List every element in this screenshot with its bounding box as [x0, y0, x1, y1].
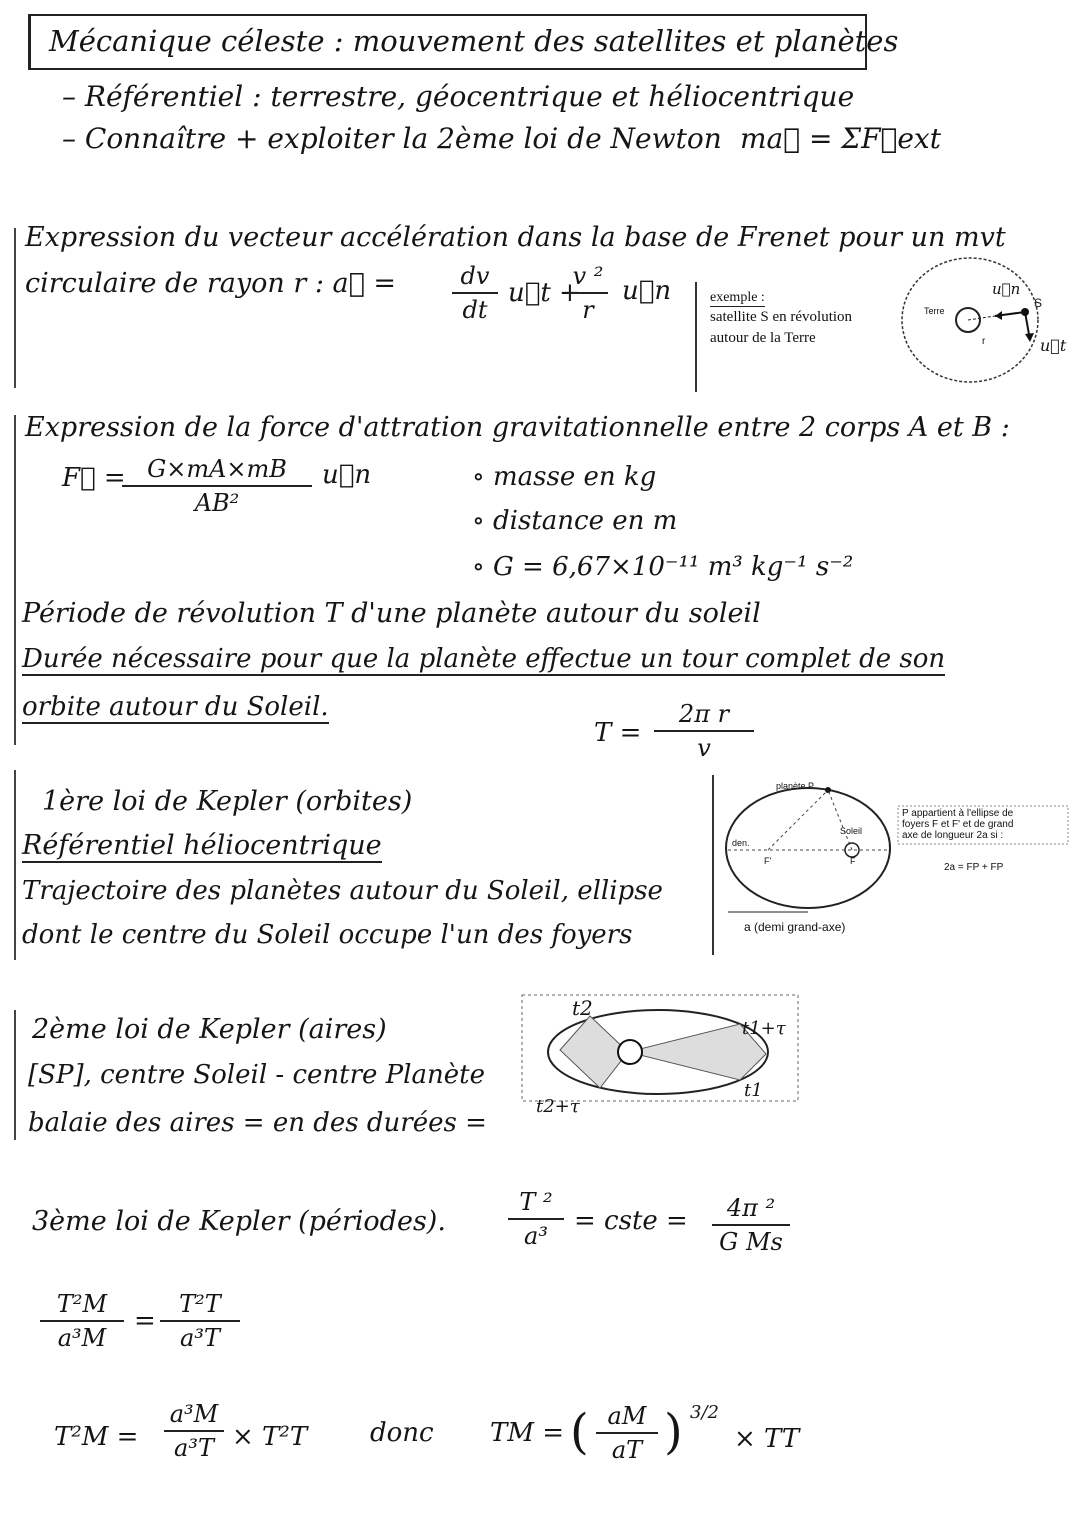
acceleration-line-2: circulaire de rayon r : a⃗ = [25, 268, 397, 299]
earth-label: Terre [924, 306, 945, 316]
ellipse-note-equation: 2a = FP + FP [944, 862, 1004, 873]
paren-open: ( [570, 1404, 589, 1460]
soleil-label: Soleil [840, 826, 863, 836]
eq2-paren-den: aT [611, 1436, 643, 1464]
force-denominator: AB² [194, 489, 240, 517]
kepler3-ratio-den: a³ [524, 1222, 548, 1250]
period-denominator: v [697, 734, 711, 762]
focus-f-prime: F' [764, 856, 772, 866]
force-vector: u⃗n [322, 460, 372, 490]
gravitation-title: Expression de la force d'attration gravitationnelle entre 2 corps A et B : [25, 412, 1010, 443]
ratio-t [160, 1290, 240, 1352]
example-title: exemple : [710, 290, 765, 305]
kepler2-line-1: [SP], centre Soleil - centre Planète [28, 1060, 485, 1090]
paren-close: ) [664, 1404, 683, 1460]
constant-g-text: G = 6,67×10⁻¹¹ m³ kg⁻¹ s⁻² [493, 552, 854, 582]
ratio-t-den: a³T [180, 1324, 220, 1352]
eq2-times: × T²T [232, 1422, 308, 1452]
kepler1-title: 1ère loi de Kepler (orbites) [42, 786, 413, 817]
ratio-m-den: a³M [57, 1324, 107, 1352]
kepler1-line-1: Trajectoire des planètes autour du Soleil, ellipse [22, 876, 663, 906]
left-axis-label: den. [732, 838, 750, 848]
bullet-newton: – Connaître + exploiter la 2ème loi de Newton [62, 122, 722, 155]
example-line-2: autour de la Terre [710, 330, 816, 346]
eq2-exponent: 3/2 [690, 1402, 719, 1423]
label-t2-tau: t2+τ [536, 1096, 580, 1117]
unit-distance: ∘ distance en m [472, 506, 678, 536]
kepler3-constant-num: 4π ² [726, 1194, 776, 1222]
kepler3-ratio-num: T ² [519, 1188, 553, 1216]
page-title: Mécanique céleste : mouvement des satellites et planètes [49, 24, 899, 58]
period-lhs: T = [594, 718, 642, 748]
newton-formula: ma⃗ = ΣF⃗ext [740, 122, 941, 155]
kepler1-line-2: dont le centre du Soleil occupe l'un des foyers [22, 920, 633, 950]
un-label: u⃗n [992, 280, 1021, 298]
kepler1-referentiel: Référentiel héliocentrique [22, 830, 382, 861]
eq2-paren-fraction [596, 1402, 658, 1464]
semi-axis-label: a (demi grand-axe) [744, 920, 846, 934]
period-definition-1: Durée nécessaire pour que la planète effectue un tour complet de son [22, 644, 946, 674]
example-line-1: satellite S en révolution [710, 309, 853, 325]
acceleration-line-1: Expression du vecteur accélération dans la base de Frenet pour un mvt [25, 222, 1006, 253]
eq2-tail: × TT [734, 1424, 800, 1454]
unit-distance-text: distance en m [493, 506, 678, 536]
focus-f: F [850, 856, 856, 866]
kepler3-constant-den: G Ms [719, 1228, 783, 1256]
constant-g: ∘ G = 6,67×10⁻¹¹ m³ kg⁻¹ s⁻² [472, 552, 854, 582]
ratio-m-num: T²M [56, 1290, 108, 1318]
label-t2: t2 [572, 996, 593, 1020]
eq2-den: a³T [174, 1434, 214, 1462]
bullet-referentiel: – Référentiel : terrestre, géocentrique et héliocentrique [62, 80, 855, 113]
label-t1-tau: t1+τ [742, 1018, 786, 1039]
ellipse-note-2: foyers F et F' et de grand [902, 819, 1014, 830]
unit-mass-text: masse en kg [493, 462, 657, 492]
eq2-fraction [164, 1400, 224, 1462]
ratio-t-num: T²T [179, 1290, 221, 1318]
ellipse-note-3: axe de longueur 2a si : [902, 830, 1004, 841]
label-t1: t1 [744, 1080, 763, 1101]
period-numerator: 2π r [678, 700, 730, 728]
radius-label: r [982, 336, 986, 347]
planet-label: planète P [776, 781, 815, 791]
kepler3-equals-cste: = cste = [574, 1206, 688, 1236]
period-title: Période de révolution T d'une planète autour du soleil [22, 598, 761, 629]
accel-term2-den: r [582, 296, 594, 324]
force-lhs: F⃗ = [62, 463, 126, 493]
accel-term1-num: dv [460, 262, 490, 290]
kepler2-title: 2ème loi de Kepler (aires) [32, 1014, 387, 1045]
kepler3-ratio [508, 1188, 564, 1250]
ratio-equals: = [134, 1306, 156, 1336]
force-numerator: G×mA×mB [147, 455, 287, 483]
ut-label: u⃗t [1040, 336, 1067, 355]
kepler3-constant [712, 1194, 790, 1256]
accel-term1-den: dt [462, 296, 488, 324]
eq2-donc: donc [370, 1418, 434, 1448]
accel-term2-vector: u⃗n [622, 276, 672, 306]
ratio-m [40, 1290, 124, 1352]
eq2-paren-num: aM [607, 1402, 647, 1430]
eq2-th: TM = [490, 1418, 565, 1448]
kepler3-title: 3ème loi de Kepler (périodes). [32, 1206, 446, 1237]
satellite-label: S [1034, 296, 1043, 310]
kepler2-line-2: balaie des aires = en des durées = [28, 1108, 487, 1138]
unit-mass: ∘ masse en kg [472, 462, 657, 492]
accel-term1-vector: u⃗t + [508, 278, 581, 308]
ellipse-note-1: P appartient à l'ellipse de [902, 808, 1014, 819]
eq2-num: a³M [169, 1400, 219, 1428]
sun-icon [618, 1040, 642, 1064]
eq2-lhs: T²M = [54, 1422, 139, 1452]
accel-term2-num: v ² [572, 262, 604, 290]
period-definition-2: orbite autour du Soleil. [22, 692, 329, 722]
